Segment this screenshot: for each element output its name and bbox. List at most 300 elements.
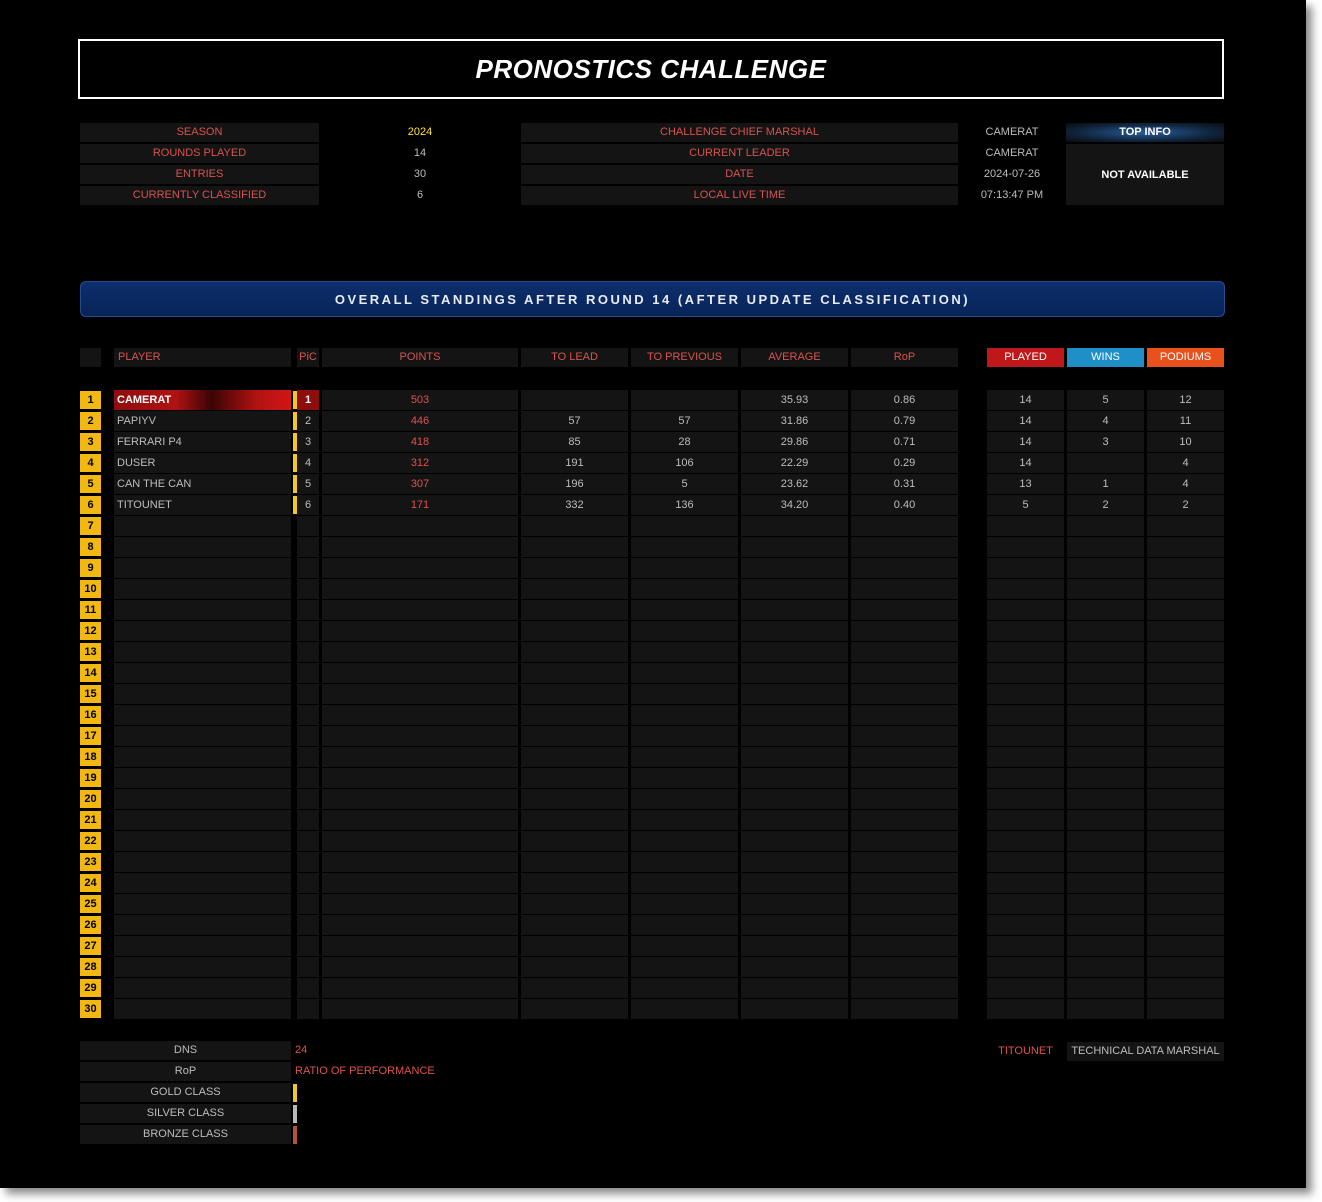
gold-class-label: GOLD CLASS (80, 1083, 291, 1102)
table-cell-bg (521, 936, 628, 956)
table-cell-bg (1067, 684, 1144, 704)
cell-podiums: 10 (1179, 436, 1192, 448)
table-cell-bg (631, 558, 738, 578)
table-cell-bg (114, 579, 291, 599)
table-cell-bg (1147, 936, 1224, 956)
cell-points: 307 (410, 478, 430, 490)
table-cell-bg (631, 747, 738, 767)
table-cell-bg (631, 810, 738, 830)
table-cell-bg (987, 537, 1064, 557)
points-header: POINTS (322, 348, 518, 367)
table-cell-bg (322, 768, 518, 788)
table-cell-bg (297, 579, 319, 599)
table-cell-bg (297, 726, 319, 746)
to-lead-header: TO LEAD (521, 348, 628, 367)
table-cell-bg (521, 663, 628, 683)
table-cell-bg (851, 600, 958, 620)
table-cell-bg (322, 642, 518, 662)
table-cell-bg (521, 852, 628, 872)
table-cell-bg (1067, 600, 1144, 620)
table-cell-bg (851, 852, 958, 872)
table-cell-bg (322, 936, 518, 956)
table-cell-bg (1067, 705, 1144, 725)
table-cell-bg (114, 957, 291, 977)
table-cell-bg (631, 873, 738, 893)
cell-podiums: 4 (1182, 457, 1189, 469)
rank-badge: 10 (80, 580, 101, 598)
table-cell-bg (1147, 831, 1224, 851)
table-cell-bg (1147, 600, 1224, 620)
table-cell-bg (521, 957, 628, 977)
table-cell-bg (322, 516, 518, 536)
rank-badge: 11 (80, 601, 101, 619)
table-cell-bg (741, 642, 848, 662)
cell-wins: 4 (1102, 415, 1109, 427)
table-cell-bg (521, 873, 628, 893)
table-cell-bg (987, 705, 1064, 725)
table-cell-bg (741, 684, 848, 704)
table-cell-bg (297, 894, 319, 914)
table-cell-bg (1067, 621, 1144, 641)
table-cell-bg (851, 957, 958, 977)
cell-rop: 0.86 (893, 394, 916, 406)
cell-points: 171 (410, 499, 430, 511)
cell-wins: 2 (1102, 499, 1109, 511)
cell-played: 14 (1019, 394, 1032, 406)
rank-badge: 6 (80, 496, 101, 514)
rank-badge: 29 (80, 979, 101, 997)
cell-wins: 5 (1102, 394, 1109, 406)
table-cell-bg (322, 957, 518, 977)
table-cell-bg (631, 852, 738, 872)
table-cell-bg (741, 978, 848, 998)
table-cell-bg (114, 852, 291, 872)
date-value: 2024-07-26 (983, 168, 1041, 180)
table-cell-bg (297, 768, 319, 788)
table-cell-bg (114, 642, 291, 662)
table-cell-bg (114, 600, 291, 620)
table-cell-bg (631, 894, 738, 914)
table-cell-bg (987, 642, 1064, 662)
table-cell-bg (741, 579, 848, 599)
cell-player: PAPIYV (117, 415, 156, 427)
cell-to-lead: 196 (565, 478, 584, 490)
cell-pic: 1 (304, 394, 312, 406)
table-cell-bg (851, 642, 958, 662)
table-cell-bg (631, 726, 738, 746)
table-cell-bg (297, 999, 319, 1019)
cell-average: 34.20 (780, 499, 809, 511)
rank-badge: 23 (80, 853, 101, 871)
table-cell-bg (521, 999, 628, 1019)
table-cell-bg (1067, 978, 1144, 998)
classified-value: 6 (416, 189, 424, 201)
table-cell-bg (851, 537, 958, 557)
table-cell-bg (521, 978, 628, 998)
table-cell-bg (1147, 558, 1224, 578)
table-cell-bg (741, 936, 848, 956)
table-cell-bg (521, 537, 628, 557)
table-cell-bg (322, 726, 518, 746)
table-cell-bg (1147, 705, 1224, 725)
rank-badge: 22 (80, 832, 101, 850)
table-cell-bg (631, 537, 738, 557)
table-cell-bg (1067, 642, 1144, 662)
table-cell-bg (1067, 936, 1144, 956)
table-cell-bg (851, 705, 958, 725)
to-previous-header: TO PREVIOUS (631, 348, 738, 367)
table-cell-bg (521, 684, 628, 704)
rank-badge: 21 (80, 811, 101, 829)
cell-player: DUSER (117, 457, 156, 469)
average-header: AVERAGE (741, 348, 848, 367)
table-cell-bg (741, 537, 848, 557)
table-cell-bg (322, 579, 518, 599)
chief-marshal-label: CHALLENGE CHIEF MARSHAL (521, 123, 958, 142)
cell-pic: 6 (304, 499, 312, 511)
table-cell-bg (1067, 726, 1144, 746)
cell-to-previous: 136 (675, 499, 694, 511)
cell-to-lead: 191 (565, 457, 584, 469)
table-cell-bg (114, 789, 291, 809)
table-cell-bg (521, 558, 628, 578)
rank-badge: 26 (80, 916, 101, 934)
table-cell-bg (322, 789, 518, 809)
table-cell-bg (987, 873, 1064, 893)
table-cell-bg (1147, 537, 1224, 557)
table-cell-bg (1067, 999, 1144, 1019)
table-cell-bg (741, 663, 848, 683)
cell-average: 31.86 (780, 415, 809, 427)
table-cell-bg (1147, 999, 1224, 1019)
table-cell-bg (297, 642, 319, 662)
table-cell-bg (322, 558, 518, 578)
table-cell-bg (1067, 579, 1144, 599)
rank-badge: 20 (80, 790, 101, 808)
top-info-content: NOT AVAILABLE (1066, 144, 1224, 205)
table-cell-bg (1067, 747, 1144, 767)
table-cell-bg (322, 894, 518, 914)
table-cell-bg (1147, 852, 1224, 872)
silver-class-label: SILVER CLASS (80, 1104, 291, 1123)
table-cell-bg (114, 558, 291, 578)
table-cell-bg (1147, 579, 1224, 599)
page-title: PRONOSTICS CHALLENGE (475, 53, 827, 84)
cell-pic: 4 (304, 457, 312, 469)
rank-badge: 12 (80, 622, 101, 640)
cell-to-lead: 332 (565, 499, 584, 511)
table-cell-bg (741, 915, 848, 935)
table-cell-bg (851, 579, 958, 599)
table-cell-bg (1147, 684, 1224, 704)
chief-marshal-value: CAMERAT (985, 126, 1039, 138)
cell-played: 14 (1019, 457, 1032, 469)
table-cell-bg (1147, 873, 1224, 893)
top-info-header: TOP INFO (1066, 123, 1224, 142)
table-cell-bg (987, 747, 1064, 767)
table-cell-bg (297, 915, 319, 935)
rank-badge: 5 (80, 475, 101, 493)
standings-banner: OVERALL STANDINGS AFTER ROUND 14 (AFTER UPDATE CLASSIFICATION) (80, 281, 1225, 317)
rank-badge: 25 (80, 895, 101, 913)
cell-played: 14 (1019, 436, 1032, 448)
cell-rop: 0.71 (893, 436, 916, 448)
title-box (78, 39, 1224, 99)
table-cell-bg (114, 705, 291, 725)
table-cell-bg (521, 516, 628, 536)
rank-badge: 30 (80, 1000, 101, 1018)
cell-points: 446 (410, 415, 430, 427)
table-cell-bg (987, 621, 1064, 641)
table-cell-bg (741, 852, 848, 872)
table-cell-bg (987, 894, 1064, 914)
table-cell-bg (114, 516, 291, 536)
table-cell-bg (1067, 768, 1144, 788)
table-cell-bg (1067, 663, 1144, 683)
table-cell-bg (987, 726, 1064, 746)
cell-points: 418 (410, 436, 430, 448)
cell-to-previous (631, 390, 738, 410)
rop-legend-value: RATIO OF PERFORMANCE (295, 1065, 435, 1077)
cell-to-lead (521, 390, 628, 410)
table-cell-bg (1147, 957, 1224, 977)
cell-to-previous: 106 (675, 457, 694, 469)
rank-badge: 13 (80, 643, 101, 661)
wins-header: WINS (1067, 348, 1144, 367)
table-cell-bg (521, 600, 628, 620)
table-cell-bg (1147, 642, 1224, 662)
table-cell-bg (1147, 789, 1224, 809)
table-cell-bg (297, 621, 319, 641)
table-cell-bg (851, 810, 958, 830)
table-cell-bg (1067, 894, 1144, 914)
cell-average: 29.86 (780, 436, 809, 448)
table-cell-bg (631, 978, 738, 998)
table-cell-bg (114, 936, 291, 956)
cell-player: TITOUNET (117, 499, 172, 511)
table-cell-bg (521, 768, 628, 788)
rank-badge: 28 (80, 958, 101, 976)
table-cell-bg (631, 642, 738, 662)
table-cell-bg (741, 747, 848, 767)
table-cell-bg (1147, 894, 1224, 914)
table-cell-bg (851, 873, 958, 893)
table-cell-bg (297, 705, 319, 725)
table-cell-bg (114, 999, 291, 1019)
cell-podiums: 4 (1182, 478, 1189, 490)
rop-header: RoP (851, 348, 958, 367)
table-cell-bg (114, 663, 291, 683)
played-header: PLAYED (987, 348, 1064, 367)
table-cell-bg (297, 978, 319, 998)
entries-value: 30 (413, 168, 427, 180)
table-cell-bg (987, 768, 1064, 788)
table-cell-bg (1067, 915, 1144, 935)
table-cell-bg (297, 663, 319, 683)
table-cell-bg (521, 789, 628, 809)
table-cell-bg (322, 999, 518, 1019)
table-cell-bg (297, 831, 319, 851)
rank-badge: 15 (80, 685, 101, 703)
table-cell-bg (851, 978, 958, 998)
table-cell-bg (322, 915, 518, 935)
table-cell-bg (631, 684, 738, 704)
cell-to-lead: 85 (568, 436, 581, 448)
table-cell-bg (297, 558, 319, 578)
tech-marshal-role: TECHNICAL DATA MARSHAL (1067, 1042, 1224, 1061)
table-cell-bg (297, 684, 319, 704)
table-cell-bg (521, 915, 628, 935)
dns-label: DNS (80, 1041, 291, 1060)
table-cell-bg (631, 789, 738, 809)
podiums-header: PODIUMS (1147, 348, 1224, 367)
rank-badge: 3 (80, 433, 101, 451)
table-cell-bg (741, 768, 848, 788)
table-cell-bg (987, 516, 1064, 536)
table-cell-bg (297, 600, 319, 620)
cell-wins (1067, 453, 1144, 473)
cell-rop: 0.79 (893, 415, 916, 427)
table-cell-bg (987, 957, 1064, 977)
cell-to-previous: 28 (678, 436, 691, 448)
pic-header: PiC (297, 348, 319, 367)
table-cell-bg (297, 516, 319, 536)
table-cell-bg (521, 579, 628, 599)
table-cell-bg (1067, 831, 1144, 851)
cell-player: CAN THE CAN (117, 478, 192, 490)
table-cell-bg (114, 768, 291, 788)
table-cell-bg (114, 537, 291, 557)
table-cell-bg (1147, 915, 1224, 935)
cell-wins: 3 (1102, 436, 1109, 448)
table-cell-bg (521, 810, 628, 830)
table-cell-bg (987, 579, 1064, 599)
table-cell-bg (851, 747, 958, 767)
table-cell-bg (851, 516, 958, 536)
table-cell-bg (851, 831, 958, 851)
table-cell-bg (1147, 747, 1224, 767)
table-cell-bg (1147, 621, 1224, 641)
table-cell-bg (297, 936, 319, 956)
rank-badge: 17 (80, 727, 101, 745)
rounds-played-label: ROUNDS PLAYED (80, 144, 319, 163)
table-cell-bg (741, 705, 848, 725)
cell-pic: 5 (304, 478, 312, 490)
table-cell-bg (741, 810, 848, 830)
player-header: PLAYER (114, 348, 291, 367)
table-cell-bg (1067, 558, 1144, 578)
table-cell-bg (741, 873, 848, 893)
rank-badge: 8 (80, 538, 101, 556)
table-cell-bg (114, 831, 291, 851)
cell-points: 503 (410, 394, 430, 406)
table-cell-bg (1067, 789, 1144, 809)
cell-to-previous: 5 (681, 478, 688, 490)
table-cell-bg (987, 852, 1064, 872)
live-time-value: 07:13:47 PM (980, 189, 1044, 201)
table-cell-bg (741, 831, 848, 851)
cell-player: CAMERAT (117, 394, 172, 406)
table-cell-bg (741, 894, 848, 914)
table-cell-bg (631, 915, 738, 935)
rank-badge: 24 (80, 874, 101, 892)
rank-badge: 27 (80, 937, 101, 955)
current-leader-label: CURRENT LEADER (521, 144, 958, 163)
cell-player: FERRARI P4 (117, 436, 182, 448)
table-cell-bg (114, 873, 291, 893)
table-cell-bg (322, 663, 518, 683)
table-cell-bg (851, 999, 958, 1019)
rounds-played-value: 14 (413, 147, 427, 159)
table-cell-bg (631, 957, 738, 977)
table-cell-bg (322, 684, 518, 704)
table-cell-bg (322, 831, 518, 851)
table-cell-bg (297, 537, 319, 557)
table-cell-bg (851, 894, 958, 914)
table-cell-bg (851, 915, 958, 935)
cell-played: 14 (1019, 415, 1032, 427)
cell-rop: 0.29 (893, 457, 916, 469)
table-cell-bg (114, 726, 291, 746)
table-cell-bg (114, 684, 291, 704)
table-cell-bg (322, 537, 518, 557)
rank-badge: 16 (80, 706, 101, 724)
table-cell-bg (1067, 810, 1144, 830)
table-cell-bg (851, 726, 958, 746)
table-cell-bg (631, 705, 738, 725)
table-cell-bg (521, 621, 628, 641)
table-cell-bg (851, 621, 958, 641)
cell-average: 35.93 (780, 394, 809, 406)
cell-wins: 1 (1102, 478, 1109, 490)
table-cell-bg (741, 957, 848, 977)
date-label: DATE (521, 165, 958, 184)
table-cell-bg (114, 978, 291, 998)
table-cell-bg (851, 558, 958, 578)
table-cell-bg (297, 852, 319, 872)
table-cell-bg (631, 936, 738, 956)
table-cell-bg (114, 894, 291, 914)
table-cell-bg (741, 558, 848, 578)
rank-badge: 7 (80, 517, 101, 535)
season-label: SEASON (80, 123, 319, 142)
cell-average: 23.62 (780, 478, 809, 490)
rank-badge: 2 (80, 412, 101, 430)
table-cell-bg (521, 705, 628, 725)
table-cell-bg (114, 621, 291, 641)
table-cell-bg (987, 999, 1064, 1019)
table-cell-bg (631, 999, 738, 1019)
table-cell-bg (631, 831, 738, 851)
table-cell-bg (987, 558, 1064, 578)
table-cell-bg (114, 747, 291, 767)
rank-badge: 19 (80, 769, 101, 787)
table-cell-bg (631, 621, 738, 641)
table-cell-bg (1147, 726, 1224, 746)
cell-pic: 2 (304, 415, 312, 427)
table-cell-bg (297, 747, 319, 767)
table-cell-bg (741, 999, 848, 1019)
gold-class-swatch (293, 1084, 297, 1102)
table-cell-bg (322, 747, 518, 767)
table-cell-bg (1067, 537, 1144, 557)
table-cell-bg (987, 831, 1064, 851)
table-cell-bg (987, 936, 1064, 956)
rank-badge: 4 (80, 454, 101, 472)
table-cell-bg (114, 810, 291, 830)
rank-badge: 18 (80, 748, 101, 766)
table-cell-bg (741, 516, 848, 536)
